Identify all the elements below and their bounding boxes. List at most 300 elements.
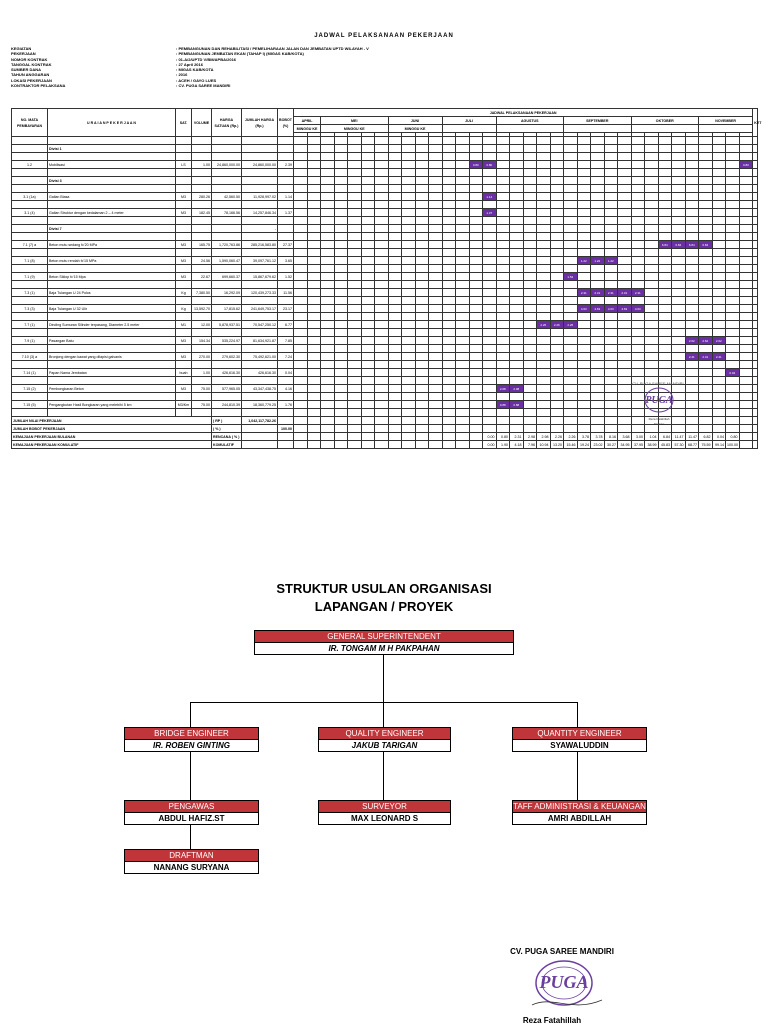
schedule-cell [685, 209, 699, 217]
plan-value: 2.26 [550, 433, 564, 441]
person-name: JAKUB TARIGAN [351, 741, 418, 750]
plan-value: 11.47 [672, 433, 686, 441]
schedule-cell [564, 257, 578, 265]
schedule-cell [604, 353, 618, 361]
schedule-cell [388, 369, 402, 377]
footer-label: KEMAJUAN PEKERJAAN BULANAN [12, 433, 212, 441]
schedule-cell [658, 225, 672, 233]
plan-value: 34.95 [618, 441, 632, 449]
schedule-bar-cell: 0.88 [496, 401, 510, 409]
schedule-cell [523, 177, 537, 185]
schedule-cell [388, 289, 402, 297]
schedule-bar-cell: 2.62 [699, 337, 713, 345]
cell-harga: 426,616.30 [212, 369, 242, 377]
schedule-cell [672, 305, 686, 313]
info-value: : CV. PUGA SAREE MANDIRI [176, 83, 231, 89]
schedule-cell [442, 161, 456, 169]
schedule-cell [496, 305, 510, 313]
month-header: OKTOBER [631, 117, 699, 125]
cell-sat: M1 [176, 321, 192, 329]
month-subheader [442, 125, 496, 133]
schedule-cell [739, 225, 753, 233]
schedule-cell [469, 353, 483, 361]
schedule-cell [591, 145, 605, 153]
schedule-cell [348, 257, 362, 265]
schedule-cell [645, 161, 659, 169]
schedule-cell [523, 257, 537, 265]
schedule-cell [672, 337, 686, 345]
schedule-cell [631, 225, 645, 233]
schedule-cell [739, 401, 753, 409]
plan-value: 57.30 [672, 441, 686, 449]
schedule-cell [618, 209, 632, 217]
cell-vol [192, 177, 212, 185]
col-header-harga: HARGA SATUAN (Rp.) [212, 109, 242, 137]
cell-uraian: Baja Tulangan U 32 Ulir [48, 305, 176, 313]
cell-sat [176, 225, 192, 233]
schedule-cell [321, 241, 335, 249]
org-title-line2: LAPANGAN / PROYEK [314, 599, 454, 614]
plan-value: 37.95 [631, 441, 645, 449]
schedule-cell [591, 337, 605, 345]
schedule-cell [564, 209, 578, 217]
schedule-cell [415, 193, 429, 201]
schedule-cell [388, 353, 402, 361]
plan-value: 3.00 [631, 433, 645, 441]
schedule-cell [496, 209, 510, 217]
schedule-cell [726, 161, 740, 169]
cell-harga: 16,292.09 [212, 289, 242, 297]
schedule-cell [294, 305, 308, 313]
cell-sat: buah [176, 369, 192, 377]
schedule-cell [361, 177, 375, 185]
schedule-cell [402, 385, 416, 393]
schedule-cell [429, 289, 443, 297]
stamp-logo: PUGA [645, 395, 673, 406]
schedule-cell [523, 273, 537, 281]
schedule-cell [496, 337, 510, 345]
schedule-cell [361, 225, 375, 233]
schedule-cell [739, 273, 753, 281]
schedule-cell [442, 305, 456, 313]
schedule-cell [415, 353, 429, 361]
schedule-cell [402, 401, 416, 409]
schedule-cell [685, 305, 699, 313]
schedule-bar-cell: 1.22 [577, 257, 591, 265]
schedule-cell [604, 385, 618, 393]
schedule-cell [618, 193, 632, 201]
schedule-cell [685, 321, 699, 329]
schedule-cell [415, 337, 429, 345]
schedule-cell [388, 209, 402, 217]
schedule-cell [361, 161, 375, 169]
month-subheader [564, 125, 632, 133]
footer-unit: ( RP ) [212, 417, 242, 425]
footer-bobot [278, 433, 294, 441]
schedule-cell [483, 241, 497, 249]
schedule-cell [645, 145, 659, 153]
schedule-cell [469, 241, 483, 249]
schedule-cell [726, 273, 740, 281]
schedule-cell [415, 401, 429, 409]
schedule-cell [361, 193, 375, 201]
schedule-cell [334, 305, 348, 313]
schedule-cell [510, 209, 524, 217]
connector [577, 751, 578, 800]
schedule-cell [375, 257, 389, 265]
schedule-bar-cell: 2.31 [591, 289, 605, 297]
plan-value: 100.00 [727, 442, 738, 447]
schedule-cell [510, 257, 524, 265]
schedule-cell [307, 257, 321, 265]
schedule-cell [685, 193, 699, 201]
schedule-cell [375, 177, 389, 185]
schedule-bar-cell: 1.14 [483, 193, 497, 201]
cell-uraian: Divisi 7 [48, 225, 176, 233]
cell-uraian: Bronjong dengan kawat yang dilapisi galvanis [48, 353, 176, 361]
org-title-line1: STRUKTUR USULAN ORGANISASI [276, 581, 492, 596]
schedule-cell [672, 193, 686, 201]
schedule-cell [307, 401, 321, 409]
schedule-cell [334, 225, 348, 233]
schedule-cell [739, 209, 753, 217]
schedule-cell [375, 145, 389, 153]
schedule-cell [645, 337, 659, 345]
month-header: AGUSTUS [496, 117, 564, 125]
schedule-cell [726, 225, 740, 233]
schedule-bar-cell: 0.04 [726, 369, 740, 377]
schedule-cell [307, 321, 321, 329]
col-header-jadwal: JADWAL PELAKSANAAN PEKERJAAN [294, 109, 753, 117]
info-key: LOKASI PEKERJAAN [11, 77, 52, 83]
schedule-cell [726, 321, 740, 329]
schedule-cell [685, 145, 699, 153]
cell-sat: Kg [176, 305, 192, 313]
schedule-cell [442, 289, 456, 297]
org-box-staff-administrasi [512, 800, 647, 825]
col-header-uraian: U R A I A N P E K E R J A A N [48, 109, 176, 137]
schedule-cell [294, 225, 308, 233]
schedule-cell [442, 257, 456, 265]
cell-jumlah: 11,928,997.02 [242, 193, 278, 201]
schedule-cell [321, 337, 335, 345]
schedule-cell [456, 145, 470, 153]
person-name: NANANG SURYANA [153, 863, 230, 872]
schedule-cell [375, 321, 389, 329]
schedule-cell [739, 369, 753, 377]
schedule-cell [402, 289, 416, 297]
schedule-cell [361, 145, 375, 153]
schedule-cell [604, 161, 618, 169]
schedule-cell [348, 401, 362, 409]
cell-no: 7.3 (1) [12, 289, 48, 297]
month-subheader [699, 125, 753, 133]
schedule-cell [483, 289, 497, 297]
schedule-cell [591, 321, 605, 329]
schedule-cell [739, 337, 753, 345]
schedule-cell [348, 353, 362, 361]
schedule-cell [294, 369, 308, 377]
schedule-cell [307, 209, 321, 217]
cell-sat: M3/Km [176, 401, 192, 409]
cell-uraian: Papan Nama Jembatan [48, 369, 176, 377]
month-subheader: MINGGU KE [294, 125, 321, 133]
schedule-bar-cell: 0.80 [739, 161, 753, 169]
schedule-cell [523, 369, 537, 377]
schedule-cell [631, 369, 645, 377]
cell-uraian: Dinding Sumuran Silinder terpasang, Diameter 2.5 meter [48, 321, 176, 329]
schedule-cell [348, 337, 362, 345]
cell-jumlah: 14,257,846.34 [242, 209, 278, 217]
schedule-bar-cell: 6.84 [699, 241, 713, 249]
schedule-cell [591, 177, 605, 185]
schedule-cell [510, 177, 524, 185]
schedule-cell [550, 241, 564, 249]
schedule-cell [415, 321, 429, 329]
cell-harga: 1,720,763.86 [212, 241, 242, 249]
schedule-cell [604, 321, 618, 329]
schedule-cell [429, 401, 443, 409]
signature-stamp [512, 945, 622, 1024]
schedule-cell [388, 193, 402, 201]
role-label: GENERAL SUPERINTENDENT [255, 631, 513, 643]
schedule-cell [523, 161, 537, 169]
schedule-cell [523, 353, 537, 361]
project-info [11, 46, 369, 88]
footer-jumlah [242, 433, 278, 441]
schedule-cell [712, 385, 726, 393]
schedule-cell [510, 289, 524, 297]
schedule-cell [685, 369, 699, 377]
schedule-cell [375, 209, 389, 217]
plan-value: 4.18 [510, 441, 524, 449]
month-header: SEPTEMBER [564, 117, 632, 125]
schedule-cell [618, 177, 632, 185]
footer-row [12, 441, 758, 449]
schedule-cell [577, 321, 591, 329]
info-key: SUMBER DANA [11, 67, 41, 73]
schedule-cell [739, 177, 753, 185]
schedule-cell [496, 273, 510, 281]
cell-bobot: 2.39 [278, 161, 294, 169]
plan-value: 6.84 [658, 433, 672, 441]
schedule-cell [739, 193, 753, 201]
schedule-cell [442, 209, 456, 217]
cell-no: 1.2 [12, 161, 48, 169]
schedule-bar-cell: 2.62 [712, 337, 726, 345]
schedule-cell [550, 193, 564, 201]
schedule-cell [307, 369, 321, 377]
schedule-cell [604, 369, 618, 377]
schedule-cell [645, 353, 659, 361]
schedule-cell [415, 385, 429, 393]
info-key: PEKERJAAN [11, 51, 36, 57]
cell-uraian: Pengangkutan Hasil Bongkaran yang melebihi 5 km [48, 401, 176, 409]
schedule-cell [712, 257, 726, 265]
schedule-cell [294, 353, 308, 361]
col-header-no: NO. MATA PEMBAYARAN [12, 109, 48, 137]
schedule-cell [550, 257, 564, 265]
month-header: JUNI [388, 117, 442, 125]
connector [577, 702, 578, 727]
schedule-cell [307, 145, 321, 153]
schedule-cell [442, 225, 456, 233]
schedule-cell [402, 273, 416, 281]
schedule-cell [645, 225, 659, 233]
cell-harga: 42,560.50 [212, 193, 242, 201]
schedule-cell [618, 321, 632, 329]
stamp-signer: Reza Fatahillah [648, 417, 670, 421]
schedule-cell [496, 289, 510, 297]
cell-no: 7.7 (1) [12, 321, 48, 329]
schedule-cell [591, 241, 605, 249]
schedule-cell [334, 401, 348, 409]
schedule-cell [699, 209, 713, 217]
schedule-cell [496, 353, 510, 361]
schedule-cell [550, 161, 564, 169]
schedule-bar-cell: 6.84 [672, 241, 686, 249]
schedule-cell [321, 401, 335, 409]
schedule-cell [577, 225, 591, 233]
schedule-cell [294, 193, 308, 201]
schedule-cell [415, 161, 429, 169]
schedule-cell [685, 289, 699, 297]
cell-vol: 75.00 [192, 385, 212, 393]
schedule-cell [658, 161, 672, 169]
schedule-cell [334, 257, 348, 265]
schedule-cell [402, 369, 416, 377]
info-key: KONTRAKTOR PELAKSANA [11, 83, 66, 89]
month-header: NOVEMBER [699, 117, 753, 125]
schedule-cell [658, 273, 672, 281]
cell-jumlah: 120,439,273.33 [242, 289, 278, 297]
schedule-cell [375, 369, 389, 377]
schedule-cell [321, 145, 335, 153]
schedule-cell [658, 257, 672, 265]
schedule-cell [483, 369, 497, 377]
cell-vol [192, 225, 212, 233]
info-key: NOMOR KONTRAK [11, 56, 48, 62]
cell-vol: 1.00 [192, 161, 212, 169]
col-header-bobot: BOBOT (%) [278, 109, 294, 137]
schedule-cell [550, 145, 564, 153]
schedule-cell [577, 177, 591, 185]
cell-jumlah: - [242, 225, 278, 233]
schedule-cell [510, 353, 524, 361]
person-name: ABDUL HAFIZ.ST [158, 814, 225, 823]
cell-harga: 1,590,060.47 [212, 257, 242, 265]
col-header-sat: SAT. [176, 109, 192, 137]
month-header: JULI [442, 117, 496, 125]
schedule-cell [321, 273, 335, 281]
schedule-cell [456, 273, 470, 281]
cell-uraian: Pasangan Batu [48, 337, 176, 345]
schedule-cell [510, 161, 524, 169]
role-label: BRIDGE ENGINEER [125, 728, 258, 740]
schedule-cell [307, 353, 321, 361]
footer-row [12, 433, 758, 441]
schedule-cell [658, 289, 672, 297]
schedule-cell [429, 257, 443, 265]
cell-no: 7.9 (1) [12, 337, 48, 345]
footer-unit: ( % ) [212, 425, 242, 433]
schedule-cell [672, 369, 686, 377]
cell-no: 7.1 (9) [12, 273, 48, 281]
schedule-cell [334, 353, 348, 361]
month-header: APRIL [294, 117, 321, 125]
cell-no: 7.1 (8) [12, 257, 48, 265]
schedule-cell [712, 369, 726, 377]
schedule-cell [388, 273, 402, 281]
schedule-cell [321, 257, 335, 265]
cell-bobot: 3.65 [278, 257, 294, 265]
schedule-cell [658, 305, 672, 313]
schedule-cell [645, 305, 659, 313]
schedule-cell [604, 193, 618, 201]
schedule-cell [415, 209, 429, 217]
schedule-cell [699, 193, 713, 201]
schedule-cell [699, 321, 713, 329]
connector [383, 751, 384, 800]
schedule-cell [496, 177, 510, 185]
schedule-bar-cell: 6.84 [685, 241, 699, 249]
schedule-cell [321, 209, 335, 217]
schedule-cell [375, 161, 389, 169]
schedule-cell [672, 145, 686, 153]
schedule-cell [739, 289, 753, 297]
schedule-cell [604, 225, 618, 233]
schedule-cell [510, 337, 524, 345]
schedule-cell [348, 289, 362, 297]
cell-vol: 270.00 [192, 353, 212, 361]
schedule-cell [415, 257, 429, 265]
schedule-bar-cell: 0.80 [483, 161, 497, 169]
schedule-cell [712, 161, 726, 169]
schedule-cell [550, 225, 564, 233]
schedule-cell [429, 305, 443, 313]
info-value: : PEMBANGUNAN DAN REHABILITASI / PEMELIHARAAN JALAN DAN JEMBATAN UPTD WILAYAH - V [176, 46, 369, 51]
schedule-bar-cell: 2.26 [564, 321, 578, 329]
schedule-bar-cell: 0.80 [469, 161, 483, 169]
schedule-cell [442, 145, 456, 153]
cell-vol: 154.34 [192, 337, 212, 345]
schedule-cell [564, 177, 578, 185]
cell-bobot: 7.24 [278, 353, 294, 361]
plan-value: 2.98 [523, 433, 537, 441]
schedule-bar-cell: 1.37 [483, 209, 497, 217]
schedule-cell [577, 161, 591, 169]
schedule-cell [537, 289, 551, 297]
footer-jumlah: 1,042,117,782.26 [242, 417, 278, 425]
cell-bobot [278, 145, 294, 153]
schedule-cell [564, 193, 578, 201]
cell-bobot: 1.37 [278, 209, 294, 217]
plan-value: 45.83 [658, 441, 672, 449]
plan-value: 3.68 [618, 433, 632, 441]
schedule-cell [726, 385, 740, 393]
schedule-cell [577, 209, 591, 217]
schedule-cell [375, 273, 389, 281]
cell-jumlah: 39,097,761.12 [242, 257, 278, 265]
schedule-cell [361, 369, 375, 377]
schedule-cell [361, 273, 375, 281]
schedule-cell [631, 257, 645, 265]
schedule-cell [726, 145, 740, 153]
table-row [12, 225, 758, 233]
schedule-cell [442, 321, 456, 329]
schedule-cell [591, 401, 605, 409]
schedule-cell [361, 385, 375, 393]
